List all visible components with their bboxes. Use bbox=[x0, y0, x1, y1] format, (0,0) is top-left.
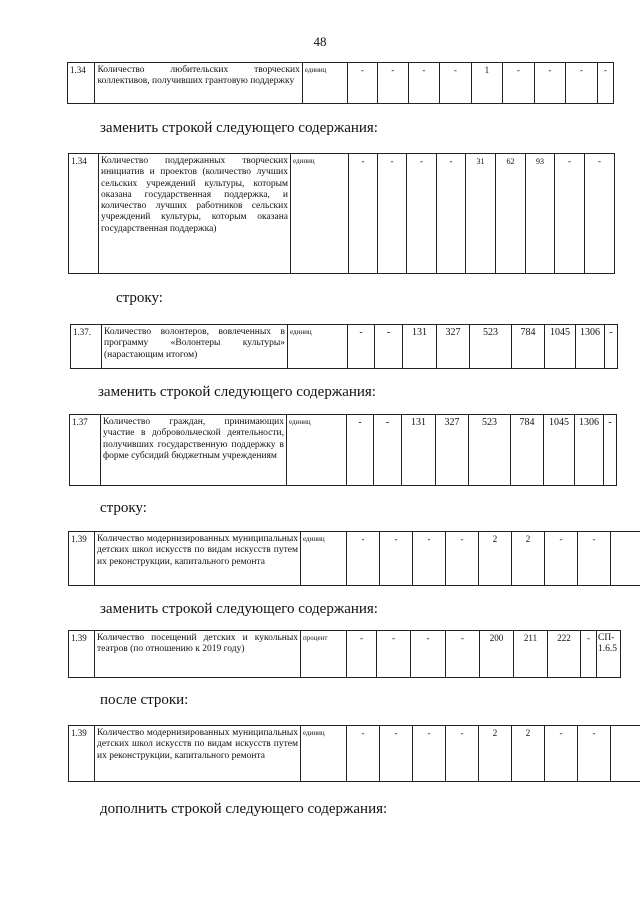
value-cell: - bbox=[413, 532, 446, 586]
value-cell: - bbox=[348, 325, 375, 369]
indicator-row-table bbox=[70, 324, 618, 369]
value-cell bbox=[611, 532, 640, 586]
value-cell: - bbox=[349, 154, 378, 274]
value-cell: 1 bbox=[471, 63, 503, 104]
value-cell: 31 bbox=[466, 154, 496, 274]
table-row bbox=[69, 631, 621, 678]
instruction-text: заменить строкой следующего содержания: bbox=[100, 120, 378, 136]
value-cell: 131 bbox=[403, 325, 437, 369]
value-cell: - bbox=[407, 154, 437, 274]
value-cell: - bbox=[375, 325, 403, 369]
unit-cell: процент bbox=[301, 631, 347, 678]
value-cell: 211 bbox=[514, 631, 548, 678]
value-cell: - bbox=[581, 631, 597, 678]
value-cell: 1045 bbox=[544, 415, 575, 486]
value-cell: - bbox=[605, 325, 618, 369]
value-cell bbox=[611, 726, 640, 782]
value-cell: 1306 bbox=[575, 415, 604, 486]
indicator-name: Количество любительских творческих коллективов, получивших грантовую поддержку bbox=[95, 63, 302, 104]
indicator-name: Количество модернизированных муниципальных детских школ искусств по видам искусств путем их реконструкции, капитального ремонта bbox=[95, 726, 301, 782]
page-number: 48 bbox=[313, 34, 327, 49]
value-cell: - bbox=[440, 63, 472, 104]
value-cell: - bbox=[380, 726, 413, 782]
value-cell: 784 bbox=[511, 415, 544, 486]
value-cell: 784 bbox=[512, 325, 545, 369]
value-cell: - bbox=[374, 415, 402, 486]
value-cell: - bbox=[378, 63, 409, 104]
indicator-row-table bbox=[67, 62, 614, 104]
value-cell: 1045 bbox=[545, 325, 576, 369]
value-cell: 2 bbox=[479, 726, 512, 782]
unit-cell: единиц bbox=[301, 532, 347, 586]
value-cell: - bbox=[437, 154, 466, 274]
value-cell: - bbox=[380, 532, 413, 586]
table-row bbox=[69, 726, 640, 782]
value-cell: 2 bbox=[512, 532, 545, 586]
unit-cell: единиц bbox=[291, 154, 349, 274]
value-cell: - bbox=[347, 415, 374, 486]
instruction-text: строку: bbox=[100, 500, 147, 516]
unit-cell: единиц bbox=[301, 726, 347, 782]
indicator-name: Количество посещений детских и кукольных театров (по отношению к 2019 году) bbox=[95, 631, 301, 678]
table-row bbox=[68, 63, 614, 104]
value-cell: 327 bbox=[437, 325, 470, 369]
value-cell: 523 bbox=[470, 325, 512, 369]
value-cell: - bbox=[534, 63, 566, 104]
instruction-text: дополнить строкой следующего содержания: bbox=[100, 801, 388, 817]
value-cell: - bbox=[585, 154, 615, 274]
value-cell: - bbox=[503, 63, 535, 104]
value-cell: - bbox=[347, 63, 378, 104]
table-row bbox=[71, 325, 618, 369]
instruction-text: после строки: bbox=[100, 692, 189, 708]
value-cell: 93 bbox=[526, 154, 555, 274]
indicator-row-table bbox=[68, 725, 640, 782]
value-cell: - bbox=[545, 532, 578, 586]
table-row bbox=[69, 532, 640, 586]
indicator-row-table bbox=[68, 153, 615, 274]
value-cell: - bbox=[597, 63, 613, 104]
indicator-name: Количество волонтеров, вовлеченных в программу «Волонтеры культуры» (нарастающим итогом) bbox=[102, 325, 288, 369]
value-cell: - bbox=[413, 726, 446, 782]
value-cell: 62 bbox=[496, 154, 526, 274]
value-cell: - bbox=[347, 532, 380, 586]
value-cell: - bbox=[411, 631, 446, 678]
row-number: 1.39 bbox=[69, 631, 95, 678]
value-cell: 2 bbox=[479, 532, 512, 586]
indicator-name: Количество модернизированных муниципальных детских школ искусств по видам искусств путем их реконструкции, капитального ремонта bbox=[95, 532, 301, 586]
indicator-name: Количество граждан, принимающих участие в добровольческой деятельности, получивших государственную поддержку в форме субсидий бюджетным учреждениям bbox=[101, 415, 287, 486]
value-cell: - bbox=[446, 631, 480, 678]
unit-cell: единиц bbox=[287, 415, 347, 486]
value-cell: 2 bbox=[512, 726, 545, 782]
row-number: 1.39 bbox=[69, 726, 95, 782]
instruction-text: заменить строкой следующего содержания: bbox=[98, 384, 376, 400]
value-cell: 523 bbox=[469, 415, 511, 486]
row-number: 1.37 bbox=[70, 415, 101, 486]
row-number: 1.34 bbox=[69, 154, 99, 274]
indicator-row-table bbox=[68, 531, 640, 586]
table-row bbox=[70, 415, 617, 486]
value-cell: - bbox=[578, 532, 611, 586]
value-cell: - bbox=[555, 154, 585, 274]
value-cell: - bbox=[377, 631, 411, 678]
value-cell: - bbox=[604, 415, 617, 486]
value-cell: - bbox=[578, 726, 611, 782]
row-number: 1.34 bbox=[68, 63, 95, 104]
value-cell: - bbox=[347, 726, 380, 782]
value-cell: 1306 bbox=[576, 325, 605, 369]
value-cell: - bbox=[446, 532, 479, 586]
instruction-text: заменить строкой следующего содержания: bbox=[100, 601, 378, 617]
value-cell: - bbox=[347, 631, 377, 678]
indicator-name: Количество поддержанных творческих инициатив и проектов (количество лучших сельских учреждений культуры, которым оказана государственная поддержка, и количество лучших работников сельских учреждений культуры, которым оказана государственная поддержка) bbox=[99, 154, 291, 274]
table-row bbox=[69, 154, 615, 274]
row-number: 1.39 bbox=[69, 532, 95, 586]
value-cell: 327 bbox=[436, 415, 469, 486]
value-cell: 131 bbox=[402, 415, 436, 486]
value-cell: - bbox=[566, 63, 598, 104]
value-cell: 200 bbox=[480, 631, 514, 678]
unit-cell: единиц bbox=[302, 63, 347, 104]
indicator-row-table bbox=[69, 414, 617, 486]
unit-cell: единиц bbox=[288, 325, 348, 369]
indicator-row-table bbox=[68, 630, 621, 678]
row-number: 1.37. bbox=[71, 325, 102, 369]
value-cell: 222 bbox=[548, 631, 581, 678]
value-cell: - bbox=[408, 63, 440, 104]
value-cell: СП-1.6.5 bbox=[597, 631, 621, 678]
instruction-text: строку: bbox=[116, 290, 163, 306]
value-cell: - bbox=[545, 726, 578, 782]
value-cell: - bbox=[446, 726, 479, 782]
value-cell: - bbox=[378, 154, 407, 274]
